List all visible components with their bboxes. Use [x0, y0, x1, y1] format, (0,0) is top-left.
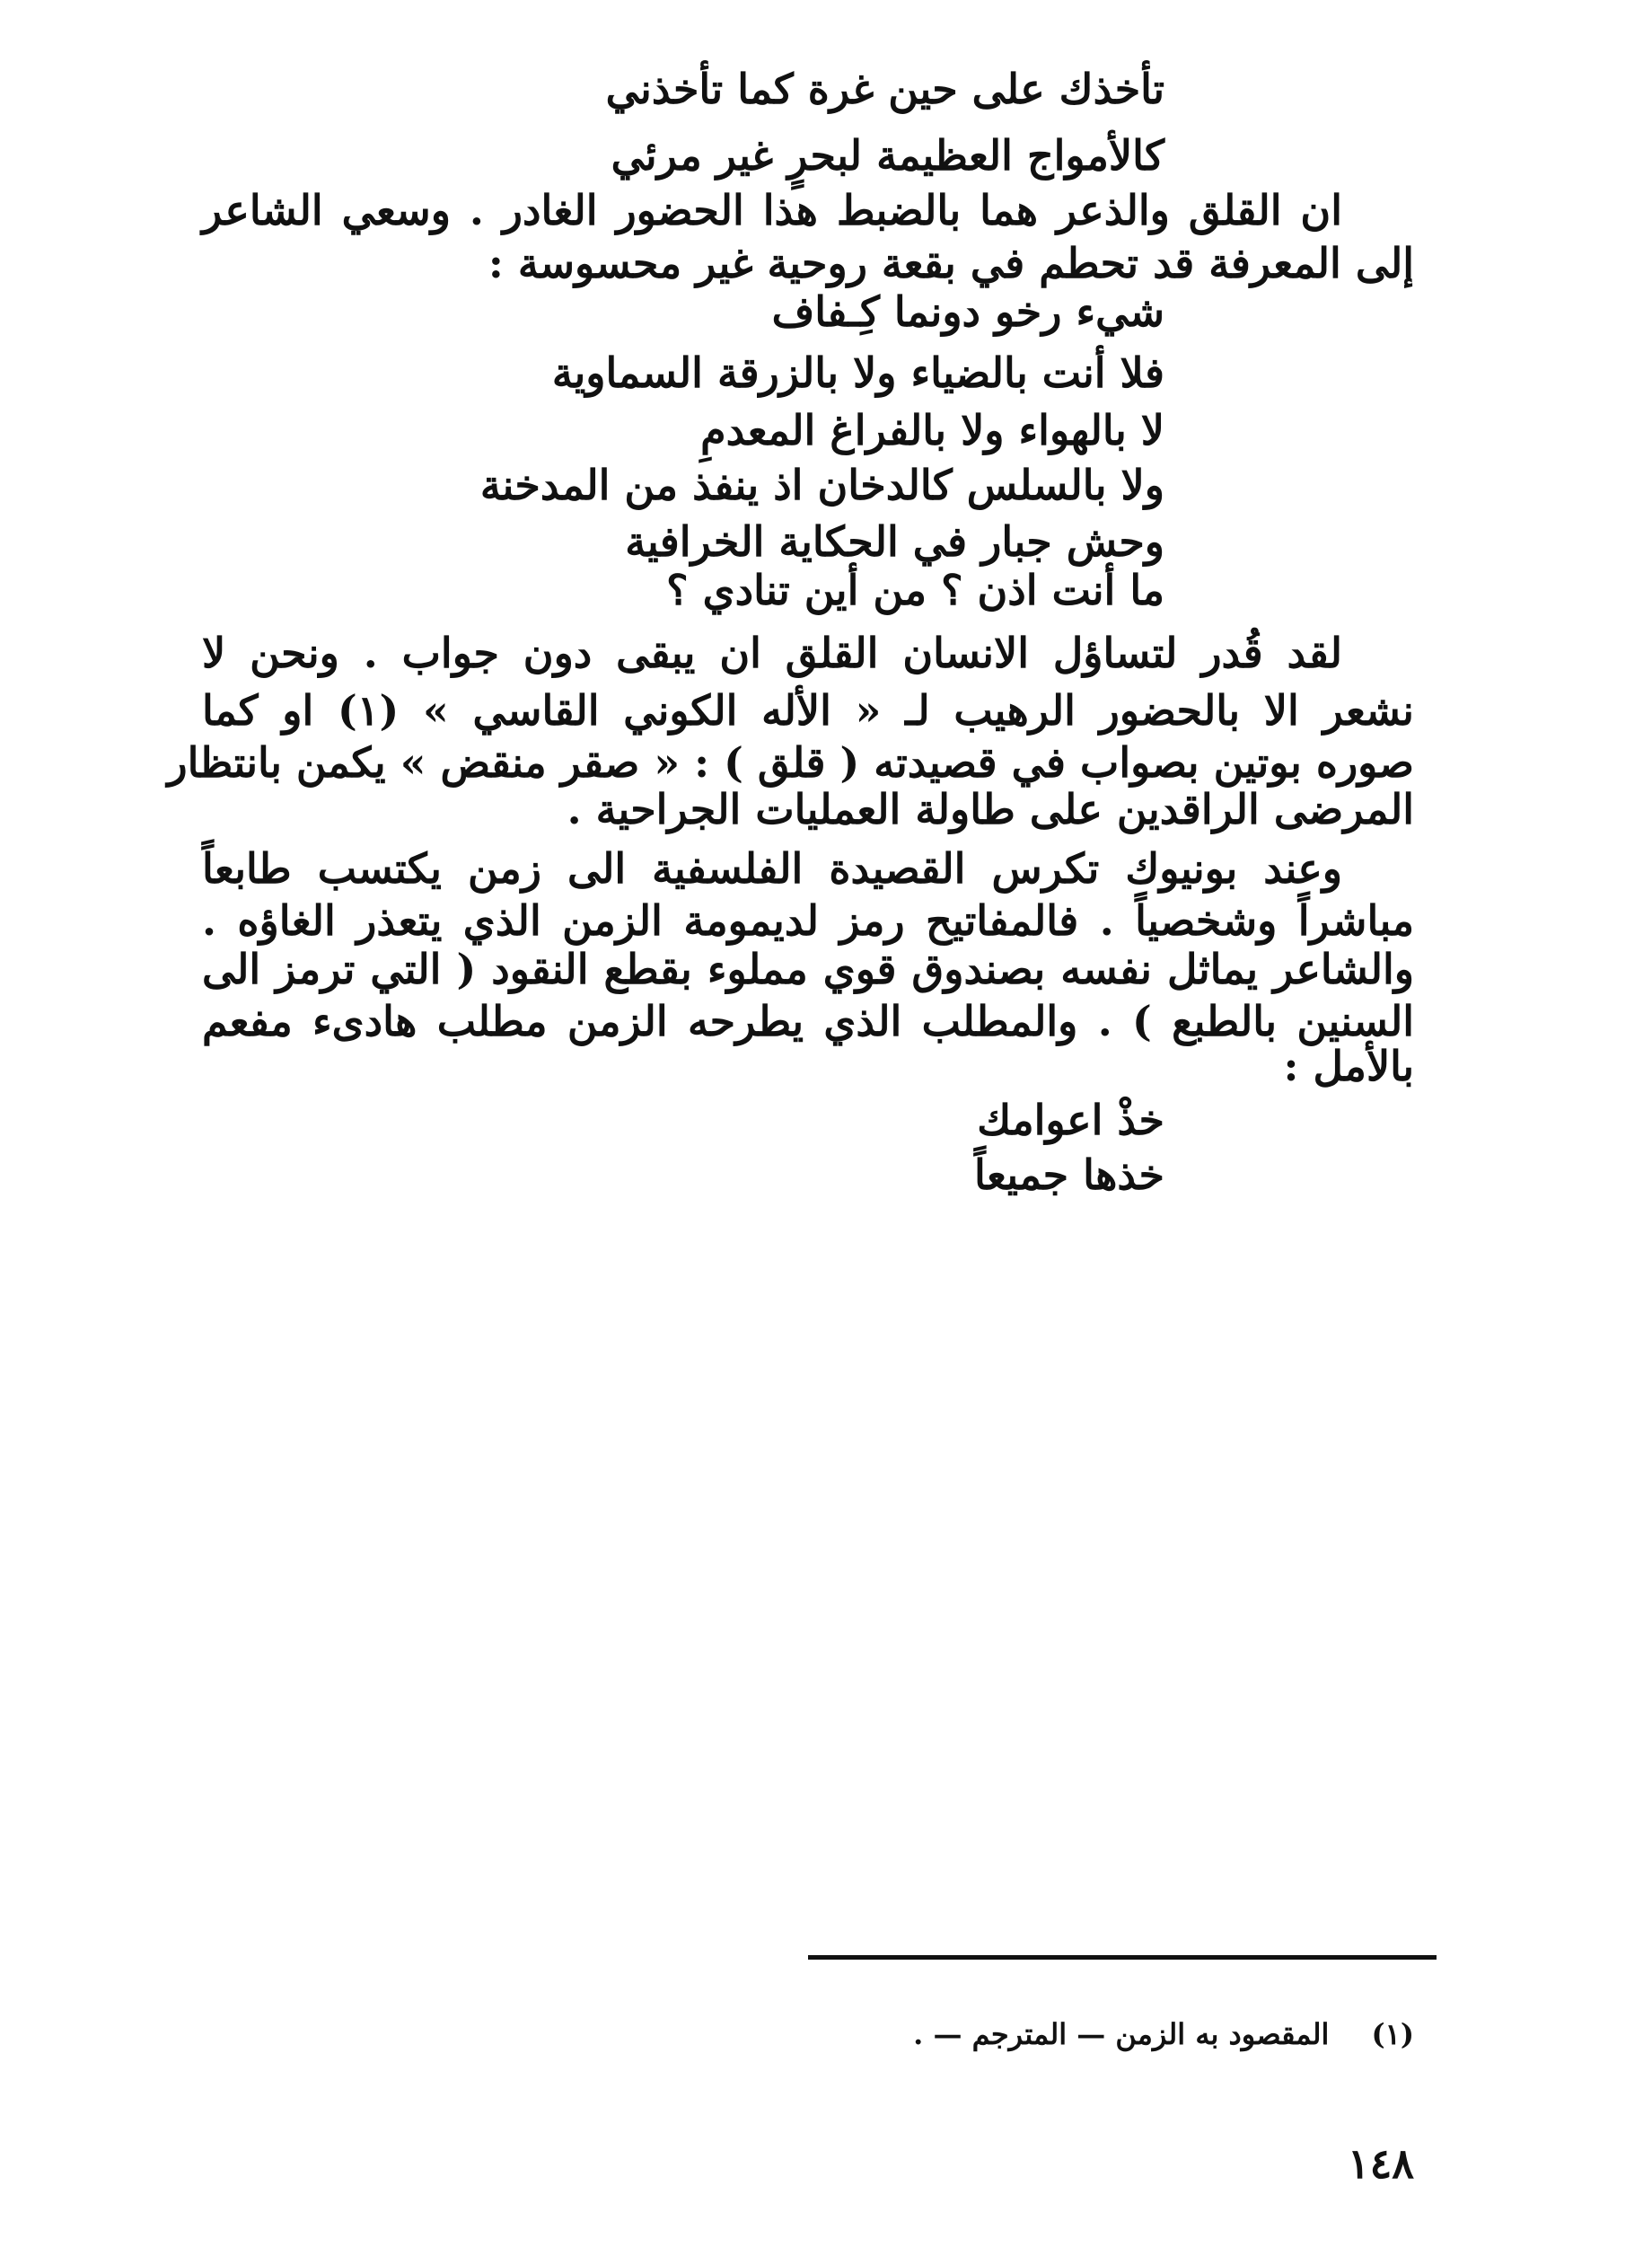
verse-line: ولا بالسلس كالدخان اذ ينفذ من المدخنة	[479, 461, 1164, 509]
verse-line: تأخذك على حين غرة كما تأخذني	[605, 65, 1164, 113]
verse-line: وحش جبار في الحكاية الخرافية	[625, 517, 1164, 566]
paragraph-line: إلى المعرفة قد تحطم في بقعة روحية غير محسوسة :	[488, 239, 1414, 287]
paragraph-line: وعند بونيوك تكرس القصيدة الفلسفية الى زمن يكتسب طابعاً	[202, 844, 1342, 893]
page-number: ١٤٨	[1347, 2139, 1414, 2188]
paragraph-line: لقد قُدر لتساؤل الانسان القلق ان يبقى دون جواب . ونحن لا	[202, 629, 1342, 677]
footnote-rule	[808, 1955, 1437, 1960]
paragraph-line: ان القلق والذعر هما بالضبط هذا الحضور الغادر . وسعي الشاعر	[202, 186, 1342, 234]
paragraph-line: نشعر الا بالحضور الرهيب لـ « الأله الكوني القاسي » (١) او كما	[202, 686, 1414, 735]
verse-line: خذها جميعاً	[974, 1150, 1164, 1199]
verse-line: ما أنت اذن ؟ من أين تنادي ؟	[666, 566, 1164, 614]
paragraph-line: مباشراً وشخصياً . فالمفاتيح رمز لديمومة الزمن الذي يتعذر الغاؤه .	[202, 896, 1414, 945]
footnote-number: (١)	[1371, 2017, 1414, 2051]
paragraph-line: والشاعر يماثل نفسه بصندوق قوي مملوء بقطع النقود ( التي ترمز الى	[202, 945, 1414, 993]
paragraph-line: السنين بالطبع ) . والمطلب الذي يطرحه الزمن مطلب هادىء مفعم	[202, 997, 1414, 1045]
verse-line: فلا أنت بالضياء ولا بالزرقة السماوية	[551, 348, 1164, 397]
paragraph-line: المرضى الراقدين على طاولة العمليات الجراحية .	[567, 785, 1414, 833]
verse-line: شيء رخو دونما كِـفاف	[771, 287, 1164, 336]
paragraph-line: صوره بوتين بصواب في قصيدته ( قلق ) : « صقر منقض » يكمن بانتظار	[167, 738, 1414, 787]
verse-line: لا بالهواء ولا بالفراغ المعدمِ	[700, 406, 1164, 454]
footnote	[913, 2017, 1414, 2051]
verse-line: خذْ اعوامك	[977, 1096, 1164, 1144]
footnote-text: المقصود به الزمن — المترجم — .	[913, 2017, 1330, 2051]
verse-line: كالأمواج العظيمة لبحرٍ غير مرئي	[611, 131, 1164, 180]
paragraph-line: بالأمل :	[1283, 1042, 1414, 1090]
